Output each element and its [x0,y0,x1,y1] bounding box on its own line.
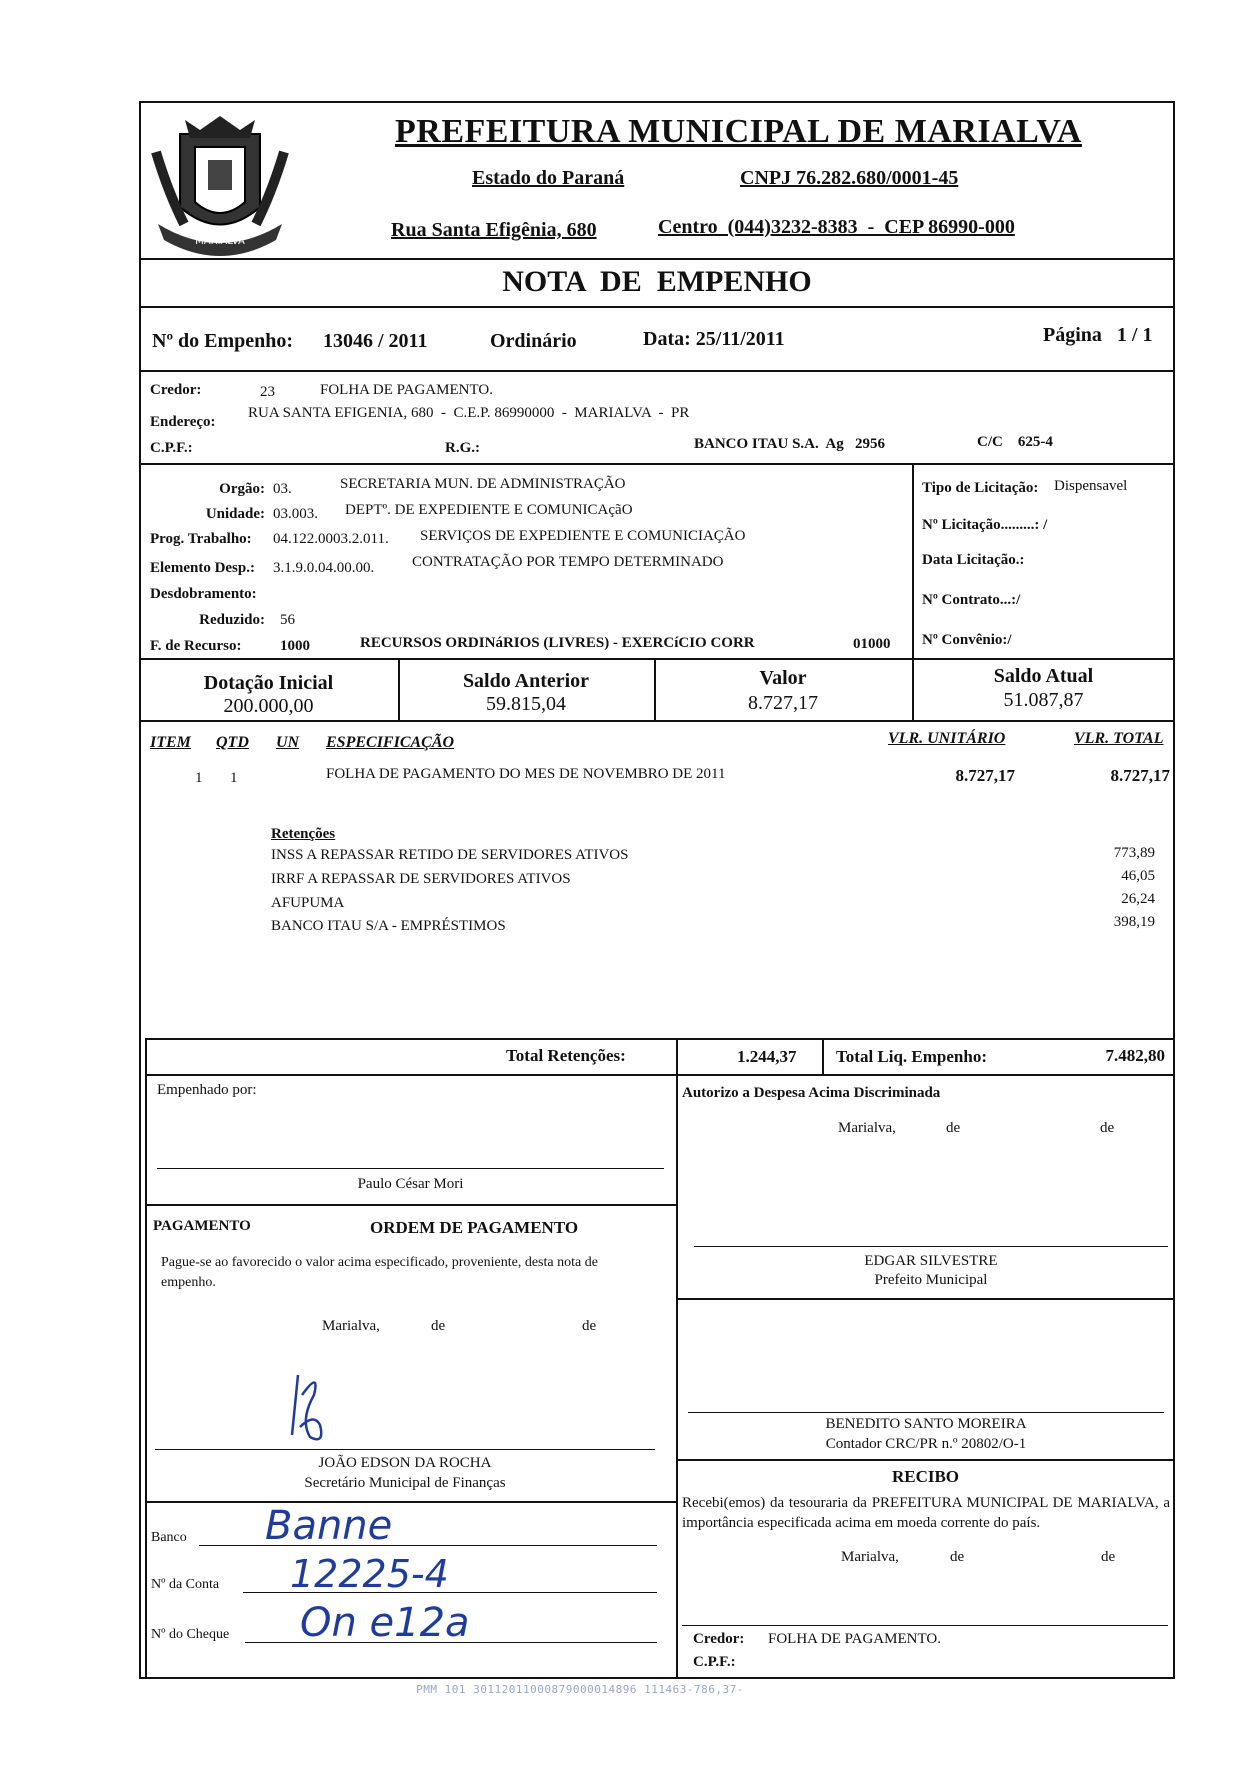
item-qtd: 1 [230,770,238,786]
licitacao-contrato: Nº Contrato...:/ [922,592,1021,608]
retencao-value: 26,24 [1121,891,1155,907]
unidade-name: DEPTº. DE EXPEDIENTE E COMUNICAçãO [345,502,633,518]
col-especificacao: ESPECIFICAÇÃO [326,734,455,751]
recibo-credor: FOLHA DE PAGAMENTO. [768,1631,941,1647]
divider [139,720,1175,722]
orgao-code: 03. [273,481,292,497]
secretario-name: JOÃO EDSON DA ROCHA [318,1455,492,1471]
retencao-value: 773,89 [1113,845,1155,861]
col-vlr-total: VLR. TOTAL [1074,730,1164,747]
divider [145,1501,676,1503]
item-description: FOLHA DE PAGAMENTO DO MES DE NOVEMBRO DE 2011 [326,766,726,782]
rg-label: R.G.: [445,440,480,456]
dotacao-value: 200.000,00 [223,695,314,717]
divider [145,1074,1175,1076]
reduzido-value: 56 [280,612,295,628]
document-title: NOTA DE EMPENHO [502,265,812,298]
page-number: Página 1 / 1 [1043,324,1153,346]
divider [139,658,1175,660]
empenho-type: Ordinário [490,330,577,352]
divider [676,1074,678,1679]
empenho-date: Data: 25/11/2011 [643,328,785,350]
signature-line [694,1246,1168,1247]
elemento-name: CONTRATAÇÃO POR TEMPO DETERMINADO [412,554,724,570]
retencao-desc: IRRF A REPASSAR DE SERVIDORES ATIVOS [271,871,571,887]
col-item: ITEM [150,734,191,751]
divider [676,1459,1175,1461]
autorizo-label: Autorizo a Despesa Acima Discriminada [682,1085,941,1101]
contador-role: Contador CRC/PR n.º 20802/O-1 [825,1436,1027,1452]
footer-code: PMM 101 30112011000879000014896 111463-786,37- [416,1683,744,1696]
contador-name: BENEDITO SANTO MOREIRA [825,1416,1027,1432]
col-vlr-unitario: VLR. UNITÁRIO [888,730,1006,747]
divider [676,1298,1175,1300]
pagamento-place: Marialva, [322,1318,380,1334]
recurso-code: 1000 [280,638,310,654]
header-state: Estado do Paraná [472,167,625,189]
elemento-code: 3.1.9.0.04.00.00. [273,560,375,576]
licitacao-numero: Nº Licitação.........: / [922,517,1048,533]
elemento-label: Elemento Desp.: [150,560,255,576]
recurso-name: RECURSOS ORDINáRIOS (LIVRES) - EXERCíCIO CORR [360,635,755,651]
prefeito-role: Prefeito Municipal [874,1272,988,1288]
autorizo-place: Marialva, [838,1120,896,1136]
conta-handwritten: 12225-4 [290,1552,449,1596]
valor-value: 8.727,17 [748,692,818,714]
ordem-pagamento-title: ORDEM DE PAGAMENTO [370,1218,579,1237]
header-street: Rua Santa Efigênia, 680 [391,219,597,241]
unidade-code: 03.003. [273,506,318,522]
divider [912,463,914,658]
saldo-anterior-value: 59.815,04 [486,693,566,715]
handwritten-signature [280,1365,360,1455]
recibo-text: Recebi(emos) da tesouraria da PREFEITURA MUNICIPAL DE MARIALVA, a importância especificada acima em moeda corrente do país. [682,1495,1170,1531]
item-unit-value: 8.727,17 [955,766,1015,785]
total-liquido-label: Total Liq. Empenho: [836,1047,987,1066]
divider [139,370,1175,372]
orgao-name: SECRETARIA MUN. DE ADMINISTRAÇÃO [340,476,626,492]
recibo-de: de [950,1549,965,1565]
recibo-cpf-label: C.P.F.: [693,1654,736,1670]
credor-code: 23 [260,384,275,400]
total-liquido-value: 7.482,80 [1105,1046,1165,1065]
desdobramento-label: Desdobramento: [150,586,257,602]
dotacao-label: Dotação Inicial [203,672,334,694]
banco-handwritten: Banne [265,1503,393,1549]
saldo-atual-value: 51.087,87 [1003,689,1084,711]
empenhado-name: Paulo César Mori [357,1176,464,1192]
retencao-desc: BANCO ITAU S/A - EMPRÉSTIMOS [271,918,506,934]
pagamento-de: de [582,1318,597,1334]
item-total-value: 8.727,17 [1110,766,1170,785]
empenho-number: 13046 / 2011 [323,330,428,352]
banco-label: Banco [151,1530,187,1545]
unidade-label: Unidade: [205,506,265,522]
licitacao-tipo-label: Tipo de Licitação: [922,480,1039,496]
conta-label: Nº da Conta [151,1577,220,1592]
credor-name: FOLHA DE PAGAMENTO. [320,382,493,398]
cheque-label: Nº do Cheque [151,1627,230,1642]
prog-name: SERVIÇOS DE EXPEDIENTE E COMUNICIAÇÃO [420,528,746,544]
licitacao-data: Data Licitação.: [922,552,1025,568]
header-address: Centro (044)3232-8383 - CEP 86990-000 [658,216,1015,238]
prog-label: Prog. Trabalho: [150,531,252,547]
recibo-credor-label: Credor: [693,1631,745,1647]
prog-code: 04.122.0003.2.011. [273,531,389,547]
col-un: UN [276,734,300,751]
signature-line [682,1625,1168,1626]
licitacao-tipo: Dispensavel [1054,478,1128,494]
retencao-desc: AFUPUMA [271,895,345,911]
address-label: Endereço: [150,414,216,430]
recurso-label: F. de Recurso: [150,638,242,654]
cheque-handwritten: On e12a [300,1600,470,1646]
total-retencoes-label: Total Retenções: [506,1046,626,1065]
divider [145,1204,676,1206]
divider [145,1038,1175,1040]
recurso-number: 01000 [853,636,891,652]
autorizo-de: de [1100,1120,1115,1136]
recibo-title: RECIBO [891,1467,960,1486]
saldo-atual-label: Saldo Atual [993,665,1094,687]
credor-cc: C/C 625-4 [977,434,1053,450]
recibo-de: de [1101,1549,1116,1565]
credor-bank: BANCO ITAU S.A. Ag 2956 [694,436,885,452]
divider [145,1038,147,1679]
orgao-label: Orgão: [219,481,265,497]
retencoes-title: Retenções [271,826,336,842]
empenhado-label: Empenhado por: [157,1082,257,1098]
credor-label: Credor: [150,382,202,398]
divider [822,1040,824,1076]
municipal-crest [150,112,290,262]
header-title: PREFEITURA MUNICIPAL DE MARIALVA [395,113,1082,150]
divider [139,258,1175,260]
divider [676,1038,678,1076]
retencao-value: 398,19 [1113,914,1155,930]
autorizo-de: de [946,1120,961,1136]
empenho-number-label: Nº do Empenho: [152,330,294,352]
signature-line [157,1168,664,1169]
recibo-place: Marialva, [841,1549,899,1565]
reduzido-label: Reduzido: [199,612,265,628]
header-cnpj: CNPJ 76.282.680/0001-45 [740,167,959,189]
retencao-desc: INSS A REPASSAR RETIDO DE SERVIDORES ATIVOS [271,847,629,863]
col-qtd: QTD [216,734,249,751]
signature-line [155,1449,655,1450]
pagamento-label: PAGAMENTO [153,1218,251,1234]
valor-label: Valor [759,667,807,689]
saldo-anterior-label: Saldo Anterior [462,670,590,692]
secretario-role: Secretário Municipal de Finanças [304,1475,506,1491]
signature-line [688,1412,1164,1413]
credor-address: RUA SANTA EFIGENIA, 680 - C.E.P. 86990000 - MARIALVA - PR [248,405,690,421]
cpf-label: C.P.F.: [150,440,193,456]
retencao-value: 46,05 [1121,868,1155,884]
prefeito-name: EDGAR SILVESTRE [864,1253,998,1269]
pagamento-de: de [431,1318,446,1334]
total-retencoes-value: 1.244,37 [737,1047,797,1066]
pagamento-text: Pague-se ao favorecido o valor acima especificado, proveniente, desta nota de empenho. [161,1255,598,1290]
licitacao-convenio: Nº Convênio:/ [922,632,1012,648]
svg-text:MARIALVA: MARIALVA [195,236,245,247]
item-number: 1 [195,770,203,786]
divider [139,306,1175,308]
divider [139,463,1175,465]
